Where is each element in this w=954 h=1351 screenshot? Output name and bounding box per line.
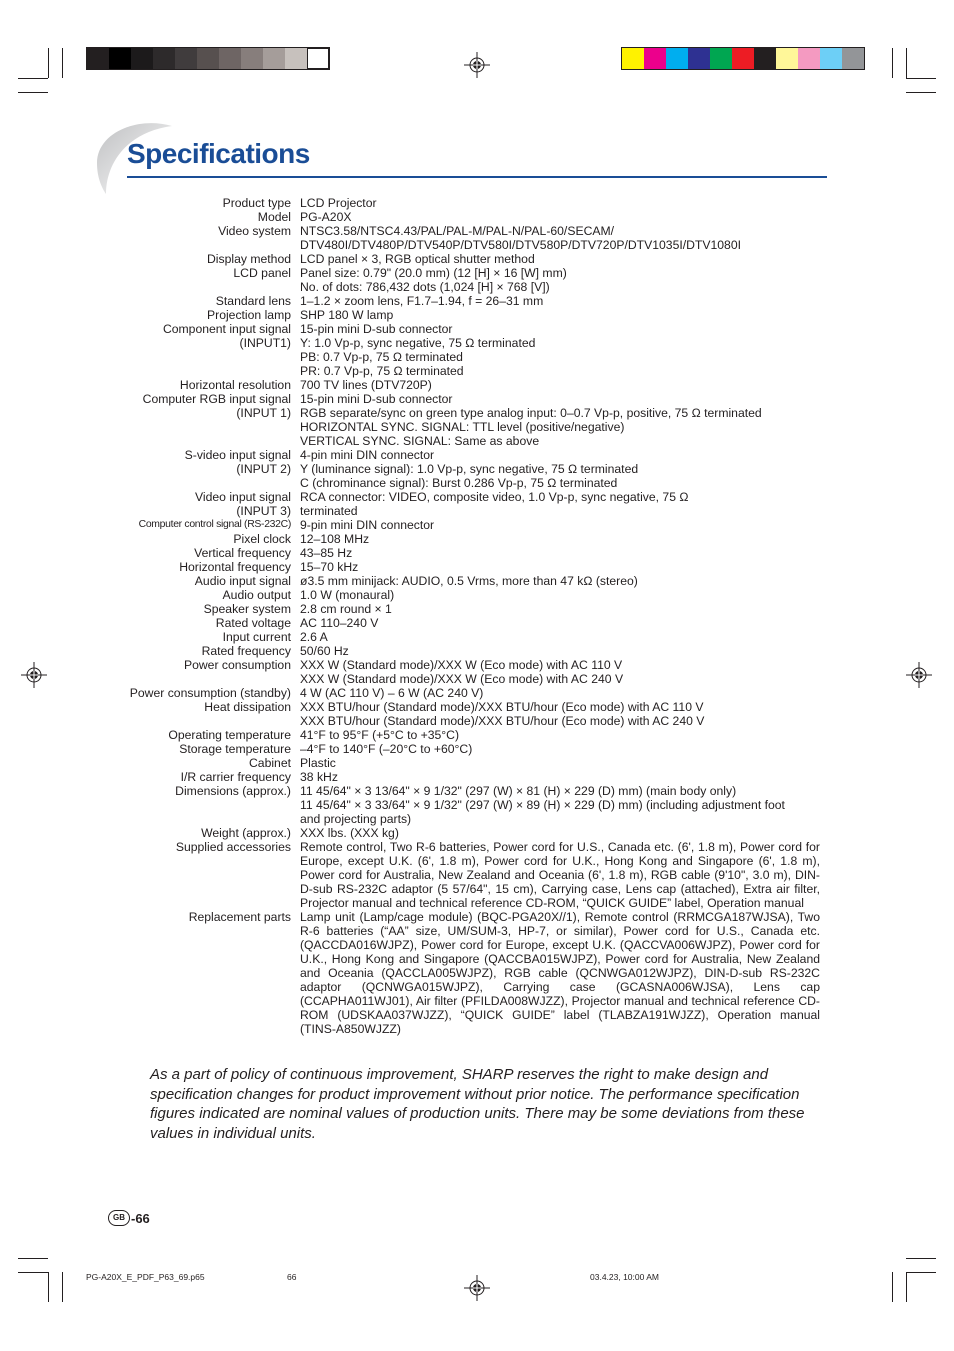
spec-values: [300, 224, 820, 252]
spec-label: Model: [257, 210, 291, 224]
spec-row: [0, 728, 954, 742]
spec-values: [300, 784, 820, 826]
spec-row: [0, 518, 954, 532]
spec-row: [0, 308, 954, 322]
spec-value: 15–70 kHz: [300, 560, 359, 574]
spec-values: [300, 770, 820, 784]
crop-mark: [18, 1272, 48, 1273]
spec-value: 43–85 Hz: [300, 546, 353, 560]
page-number-value: -66: [131, 1210, 150, 1226]
footer-date: 03.4.23, 10:00 AM: [590, 1272, 659, 1282]
spec-row: [0, 504, 954, 518]
crop-mark: [906, 1272, 936, 1273]
spec-values: [300, 644, 820, 658]
spec-value: LCD Projector: [300, 196, 377, 210]
spec-label: Rated frequency: [201, 644, 291, 658]
crop-mark: [18, 1258, 48, 1259]
color-swatch: [109, 48, 131, 69]
spec-value: PR: 0.7 Vp-p, 75 Ω terminated: [300, 364, 464, 378]
spec-label: Operating temperature: [168, 728, 291, 742]
crop-mark: [906, 1272, 907, 1302]
spec-label: Input current: [222, 630, 291, 644]
spec-values: [300, 910, 820, 1036]
registration-mark-icon: [464, 1275, 490, 1301]
registration-mark-icon: [464, 52, 490, 78]
spec-label: LCD panel: [233, 266, 291, 280]
spec-label: Product type: [222, 196, 291, 210]
spec-row: [0, 770, 954, 784]
spec-value: HORIZONTAL SYNC. SIGNAL: TTL level (positive/negative): [300, 420, 625, 434]
spec-label: S-video input signal: [184, 448, 291, 462]
crop-mark: [62, 48, 63, 78]
spec-row: [0, 462, 954, 490]
spec-value: C (chrominance signal): Burst 0.286 Vp-p, 75 Ω terminated: [300, 476, 618, 490]
spec-row: [0, 644, 954, 658]
color-swatch: [820, 48, 842, 69]
color-swatch: [842, 48, 864, 69]
spec-values: [300, 308, 820, 322]
color-swatch: [307, 48, 329, 69]
spec-label: Audio output: [222, 588, 291, 602]
spec-value: XXX BTU/hour (Standard mode)/XXX BTU/hour (Eco mode) with AC 110 V: [300, 700, 704, 714]
spec-values: [300, 504, 820, 518]
crop-mark: [906, 1258, 936, 1259]
crop-mark: [18, 92, 48, 93]
spec-value: Panel size: 0.79" (20.0 mm) (12 [H] × 16 [W] mm): [300, 266, 567, 280]
spec-values: [300, 742, 820, 756]
process-color-bar: [621, 47, 865, 70]
spec-row: [0, 196, 954, 210]
spec-value: Y: 1.0 Vp-p, sync negative, 75 Ω terminated: [300, 336, 536, 350]
spec-row: [0, 378, 954, 392]
spec-value: Y (luminance signal): 1.0 Vp-p, sync negative, 75 Ω terminated: [300, 462, 639, 476]
color-swatch: [219, 48, 241, 69]
spec-row: [0, 686, 954, 700]
spec-label: Computer RGB input signal: [142, 392, 291, 406]
crop-mark: [906, 48, 907, 78]
spec-values: [300, 658, 820, 686]
spec-label: Video system: [218, 224, 291, 238]
crop-mark: [906, 78, 936, 79]
spec-value: 38 kHz: [300, 770, 338, 784]
spec-values: [300, 560, 820, 574]
spec-label: Projection lamp: [207, 308, 291, 322]
crop-mark: [892, 1272, 893, 1302]
color-swatch: [175, 48, 197, 69]
spec-row: [0, 560, 954, 574]
spec-value: ø3.5 mm minijack: AUDIO, 0.5 Vrms, more than 47 kΩ (stereo): [300, 574, 638, 588]
spec-values: [300, 616, 820, 630]
spec-row: [0, 742, 954, 756]
spec-label: (INPUT 1): [236, 406, 291, 420]
spec-value: Lamp unit (Lamp/cage module) (BQC-PGA20X//1), Remote control (RRMCGA187WJSA), Two R-6 batteries (“AA” size, UM/SUM-3, HP-7, or similar), Power cord for U.S., Canada etc. (QACCDA016WJPZ), Power cord for Europe, except U.K. (QACCVA006WJPZ), Power cord for U.K., Hong Kong and Singapore (QACCBA015WJPZ), Power cord for Australia, New Zealand and Oceania (QACCLA005WJPZ), RGB cable (QCNWGA012WJPZ), DIN-D-sub RS-232C adaptor (QCNWGA015WJPZ), Carrying case (GCASNA006WJSA), Lens cap (CCAPHA011WJ01), Air filter (PFILDA008WJZZ), Projector manual and technical reference CD-ROM (UDSKAA037WJZZ), “QUICK GUIDE” label (TLABZA191WJZZ), Operation manual (TINS-A850WJZZ): [300, 910, 820, 1036]
grayscale-color-bar: [86, 47, 330, 70]
spec-values: [300, 406, 820, 448]
color-swatch: [644, 48, 666, 69]
spec-label: Horizontal frequency: [179, 560, 291, 574]
spec-row: [0, 490, 954, 504]
spec-values: [300, 322, 820, 336]
spec-value: 41°F to 95°F (+5°C to +35°C): [300, 728, 460, 742]
spec-value: XXX BTU/hour (Standard mode)/XXX BTU/hour (Eco mode) with AC 240 V: [300, 714, 705, 728]
crop-mark: [18, 78, 48, 79]
spec-values: [300, 546, 820, 560]
spec-value: Remote control, Two R-6 batteries, Power cord for U.S., Canada etc. (6', 1.8 m), Power cord for Europe, except U.K. (6', 1.8 m), Power cord for U.K., Hong Kong and Singapore (6', 1.8 m), Power cord for Australia, New Zealand and Oceania (6', 1.8 m), RGB cable (9'10", 3.0 m), DIN-D-sub RS-232C adaptor (5 57/64", 15 cm), Carrying case, Lens cap (attached), Extra air filter, Projector manual and technical reference CD-ROM, “QUICK GUIDE” label, Operation manual: [300, 840, 820, 910]
spec-value: DTV480I/DTV480P/DTV540P/DTV580I/DTV580P/DTV720P/DTV1035I/DTV1080I: [300, 238, 741, 252]
color-swatch: [263, 48, 285, 69]
color-swatch: [241, 48, 263, 69]
spec-value: –4°F to 140°F (–20°C to +60°C): [300, 742, 473, 756]
title-underline: [127, 176, 827, 178]
spec-value: 700 TV lines (DTV720P): [300, 378, 432, 392]
spec-values: [300, 252, 820, 266]
spec-row: [0, 784, 954, 826]
spec-label: (INPUT 2): [236, 462, 291, 476]
spec-label: Cabinet: [248, 756, 291, 770]
spec-row: [0, 406, 954, 448]
spec-value: terminated: [300, 504, 358, 518]
spec-value: 4-pin mini DIN connector: [300, 448, 435, 462]
spec-row: [0, 210, 954, 224]
spec-label: Heat dissipation: [204, 700, 291, 714]
color-swatch: [131, 48, 153, 69]
spec-label: (INPUT1): [239, 336, 291, 350]
color-swatch: [197, 48, 219, 69]
spec-row: [0, 826, 954, 840]
spec-label: Pixel clock: [233, 532, 291, 546]
color-swatch: [754, 48, 776, 69]
crop-mark: [48, 1272, 49, 1302]
spec-values: [300, 602, 820, 616]
spec-label: Rated voltage: [215, 616, 291, 630]
spec-label: Standard lens: [215, 294, 291, 308]
spec-values: [300, 700, 820, 728]
spec-value: Plastic: [300, 756, 336, 770]
spec-row: [0, 616, 954, 630]
spec-row: [0, 840, 954, 910]
spec-value: PB: 0.7 Vp-p, 75 Ω terminated: [300, 350, 463, 364]
spec-values: [300, 728, 820, 742]
spec-row: [0, 588, 954, 602]
spec-value: XXX W (Standard mode)/XXX W (Eco mode) with AC 110 V: [300, 658, 623, 672]
spec-label: Display method: [207, 252, 291, 266]
page-title: Specifications: [127, 138, 310, 169]
spec-row: [0, 294, 954, 308]
color-swatch: [710, 48, 732, 69]
spec-label: Weight (approx.): [201, 826, 291, 840]
spec-value: 11 45/64" × 3 13/64" × 9 1/32" (297 (W) × 81 (H) × 229 (D) mm) (main body only): [300, 784, 737, 798]
spec-value: 1–1.2 × zoom lens, F1.7–1.94, f = 26–31 mm: [300, 294, 544, 308]
spec-value: 2.6 A: [300, 630, 328, 644]
color-swatch: [153, 48, 175, 69]
spec-label: Video input signal: [195, 490, 291, 504]
spec-value: 50/60 Hz: [300, 644, 349, 658]
spec-label: (INPUT 3): [236, 504, 291, 518]
spec-label: Power consumption: [183, 658, 291, 672]
spec-row: [0, 532, 954, 546]
spec-label: Speaker system: [203, 602, 291, 616]
spec-label: Computer control signal (RS-232C): [138, 519, 291, 530]
spec-values: [300, 196, 820, 210]
spec-label: Vertical frequency: [194, 546, 291, 560]
spec-label: Component input signal: [162, 322, 291, 336]
spec-row: [0, 224, 954, 252]
color-swatch: [666, 48, 688, 69]
spec-value: RCA connector: VIDEO, composite video, 1.0 Vp-p, sync negative, 75 Ω: [300, 490, 689, 504]
spec-values: [300, 840, 820, 910]
spec-values: [300, 518, 820, 532]
spec-values: [300, 294, 820, 308]
crop-mark: [62, 1272, 63, 1302]
spec-row: [0, 336, 954, 378]
spec-row: [0, 392, 954, 406]
color-swatch: [798, 48, 820, 69]
disclaimer-note: As a part of policy of continuous improvement, SHARP reserves the right to make design and specification changes for product improvement without prior notice. The performance specification figures indicated are nominal values of production units. There may be some deviations from these values in individual units.: [150, 1066, 805, 1142]
spec-values: [300, 574, 820, 588]
spec-values: [300, 630, 820, 644]
spec-values: [300, 266, 820, 294]
spec-value: LCD panel × 3, RGB optical shutter method: [300, 252, 535, 266]
page-number: [108, 1210, 150, 1226]
spec-values: [300, 826, 820, 840]
spec-value: PG-A20X: [300, 210, 352, 224]
spec-values: [300, 336, 820, 378]
spec-value: XXX W (Standard mode)/XXX W (Eco mode) with AC 240 V: [300, 672, 624, 686]
spec-row: [0, 700, 954, 728]
color-swatch: [688, 48, 710, 69]
spec-values: [300, 490, 820, 504]
color-swatch: [732, 48, 754, 69]
spec-label: Dimensions (approx.): [175, 784, 291, 798]
spec-row: [0, 574, 954, 588]
color-swatch: [87, 48, 109, 69]
spec-values: [300, 210, 820, 224]
spec-row: [0, 910, 954, 1036]
spec-value: 15-pin mini D-sub connector: [300, 392, 453, 406]
spec-values: [300, 448, 820, 462]
spec-label: Horizontal resolution: [179, 378, 291, 392]
spec-value: 1.0 W (monaural): [300, 588, 395, 602]
crop-mark: [48, 48, 49, 78]
spec-values: [300, 588, 820, 602]
spec-value: VERTICAL SYNC. SIGNAL: Same as above: [300, 434, 540, 448]
spec-values: [300, 378, 820, 392]
region-badge: GB: [108, 1210, 130, 1226]
spec-row: [0, 658, 954, 686]
spec-value: XXX lbs. (XXX kg): [300, 826, 399, 840]
footer-page: 66: [287, 1272, 297, 1282]
spec-row: [0, 448, 954, 462]
color-swatch: [776, 48, 798, 69]
spec-label: Storage temperature: [179, 742, 291, 756]
spec-value: RGB separate/sync on green type analog input: 0–0.7 Vp-p, positive, 75 Ω terminated: [300, 406, 762, 420]
spec-row: [0, 630, 954, 644]
spec-values: [300, 392, 820, 406]
spec-value: NTSC3.58/NTSC4.43/PAL/PAL-M/PAL-N/PAL-60/SECAM/: [300, 224, 615, 238]
spec-value: AC 110–240 V: [300, 616, 379, 630]
spec-label: Replacement parts: [188, 910, 291, 924]
spec-values: [300, 532, 820, 546]
specifications-list: [0, 196, 954, 1036]
spec-value: SHP 180 W lamp: [300, 308, 394, 322]
spec-value: 11 45/64" × 3 33/64" × 9 1/32" (297 (W) × 89 (H) × 229 (D) mm) (including adjustment foot: [300, 798, 785, 812]
spec-row: [0, 266, 954, 294]
crop-mark: [892, 48, 893, 78]
spec-values: [300, 756, 820, 770]
spec-value: 4 W (AC 110 V) – 6 W (AC 240 V): [300, 686, 484, 700]
spec-row: [0, 602, 954, 616]
spec-row: [0, 252, 954, 266]
spec-row: [0, 322, 954, 336]
spec-value: 9-pin mini DIN connector: [300, 518, 435, 532]
spec-label: Audio input signal: [194, 574, 291, 588]
spec-values: [300, 686, 820, 700]
spec-value: 12–108 MHz: [300, 532, 370, 546]
spec-label: I/R carrier frequency: [180, 770, 291, 784]
spec-value: No. of dots: 786,432 dots (1,024 [H] × 768 [V]): [300, 280, 550, 294]
spec-values: [300, 462, 820, 490]
color-swatch: [622, 48, 644, 69]
color-swatch: [285, 48, 307, 69]
spec-label: Supplied accessories: [175, 840, 291, 854]
spec-value: 15-pin mini D-sub connector: [300, 322, 453, 336]
spec-value: 2.8 cm round × 1: [300, 602, 392, 616]
spec-label: Power consumption (standby): [129, 686, 291, 700]
crop-mark: [906, 92, 936, 93]
spec-value: and projecting parts): [300, 812, 412, 826]
spec-row: [0, 756, 954, 770]
footer-filename: PG-A20X_E_PDF_P63_69.p65: [86, 1272, 205, 1282]
spec-row: [0, 546, 954, 560]
